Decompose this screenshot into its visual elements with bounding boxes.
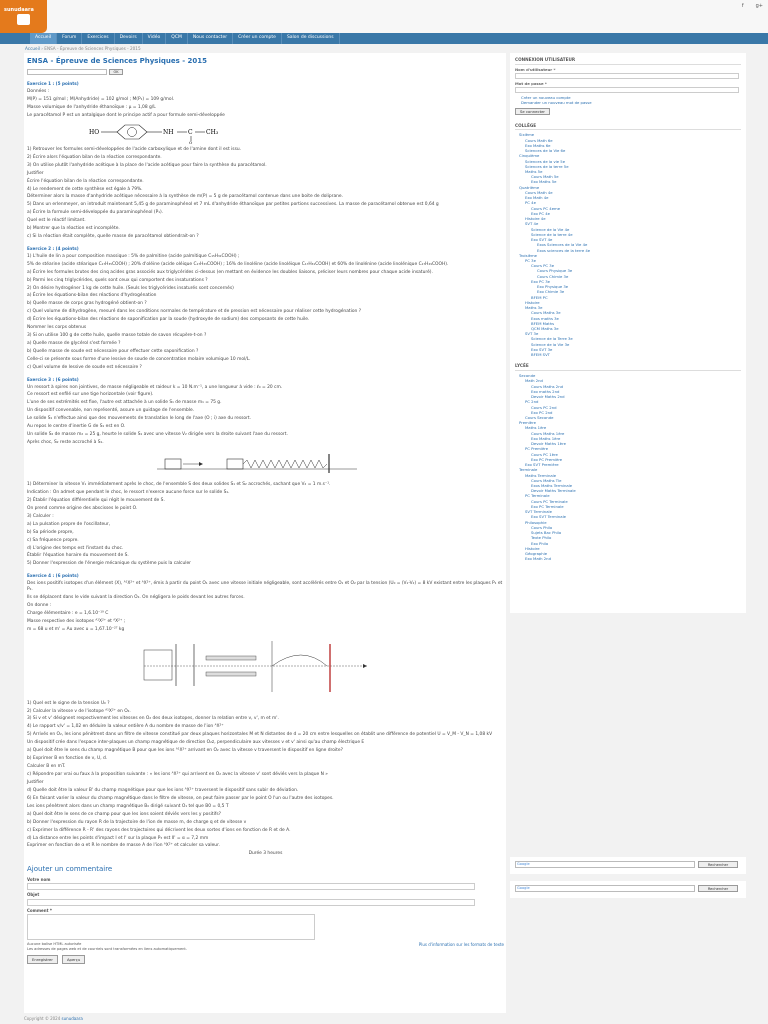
create-account-link[interactable]: Créer un nouveau compte (521, 94, 571, 100)
google-search-input[interactable] (515, 885, 695, 892)
svg-text:O: O (189, 139, 193, 144)
exam-text: 1) Déterminer la vitesse V₁ immédiatement après le choc, de l'ensemble S des deux solides S₁ et S₂ accrochés, sachant que V₂ = 1 m.s⁻¹. (27, 482, 331, 488)
exam-text: Charge élémentaire : e = 1,6.10⁻¹⁹ C (27, 610, 109, 616)
menu-item[interactable]: Sciences de la vie 5e (525, 158, 566, 164)
subject-input[interactable] (27, 899, 475, 906)
exam-text: 3) Si on utilise 100 g de cette huile, quelle masse totale de savon récupère-t-on ? (27, 333, 207, 339)
menu-item[interactable]: Seconde (519, 373, 536, 379)
password-label: Mot de passe * (515, 80, 547, 86)
college-menu (515, 132, 741, 357)
exam-text: 1) Retrouver les formules semi-développées de l'acide carboxylique et de l'amine dont il est issu. (27, 146, 242, 152)
exam-text: d) La distance entre les points d'impact I et I' sur la plaque P₃ est II' = α = 7,2 mm (27, 835, 209, 841)
lycee-title: LYCÉE (515, 363, 741, 371)
comment-title: Ajouter un commentaire (27, 865, 113, 874)
menu-item[interactable]: Cours Maths Tle (531, 477, 562, 483)
exam-text: Un solide S₂ de masse m₂ = 25 g, heurte le solide S₁ avec une vitesse V₂ dirigée vers la droite suivant l'axe du ressort. (27, 432, 288, 438)
mass-spectrometer-figure (142, 636, 372, 698)
name-input[interactable] (27, 883, 475, 890)
exam-text: a) Quelle masse de glycérol s'est formée ? (27, 341, 121, 347)
exam-text: Nommer les corps obtenus (27, 325, 87, 331)
menu-item[interactable]: Exos Sciences de la Vie 4e (537, 242, 588, 248)
menu-item[interactable]: Quatrième (519, 184, 540, 190)
menu-item[interactable]: Devoir Maths 1ère (531, 441, 566, 447)
exam-text: 1) Quel est le signe de la tension U₀ ? (27, 700, 110, 706)
spring-figure (157, 449, 357, 479)
menu-item[interactable]: Sujets Bac Philo (531, 530, 562, 536)
paracetamol-structure (87, 122, 267, 144)
svg-text:HO: HO (89, 128, 100, 136)
menu-item[interactable]: Cinquième (519, 153, 540, 159)
footer (24, 1016, 83, 1021)
comment-form (27, 865, 504, 963)
menu-item[interactable]: Math 2nd (525, 378, 543, 384)
exam-text: d) L'origine des temps est l'instant du choc. (27, 545, 124, 551)
menu-item[interactable]: Exo SVT Première (525, 462, 559, 468)
main-nav (0, 33, 768, 44)
menu-item[interactable]: PC Terminale (525, 493, 550, 499)
password-input[interactable] (515, 87, 739, 93)
exam-text: c) Si la réaction était complète, quelle masse de paracétamol obtiendrait-on ? (27, 234, 199, 240)
menu-item[interactable]: Maths 3e (525, 305, 543, 311)
menu-item[interactable]: Exo Physique 3e (537, 284, 569, 290)
menu-item[interactable]: Géographie (525, 551, 548, 557)
exercise-heading: Exercice 3 : (6 points) (27, 376, 79, 382)
google-placeholder: Google (517, 862, 530, 866)
sidebar (510, 53, 746, 613)
google-search-button[interactable]: Rechercher (698, 861, 738, 868)
footer-link[interactable]: sunudaara (61, 1016, 83, 1021)
exam-text: c) Exprimer la différence R - R' des rayons des trajectoires qui décrivent les deux sortes d'ions en fonction de R et de A. (27, 827, 291, 833)
exam-text: Données : (27, 89, 50, 95)
login-title: CONNEXION UTILISATEUR (515, 57, 741, 65)
format-notes (27, 942, 187, 952)
nav-item[interactable]: Devoirs (115, 33, 143, 44)
menu-item[interactable]: Exo Math 2nd (525, 556, 551, 562)
exercise-heading: Exercice 1 : (5 points) (27, 81, 79, 87)
menu-item[interactable]: Cours PC 4eme (531, 205, 561, 211)
svg-text:CH₃: CH₃ (206, 128, 219, 136)
exam-text: a) Écrire les équations-bilan des réactions d'hydrogénation (27, 293, 157, 299)
save-button[interactable]: Enregistrer (27, 955, 58, 964)
lycee-menu (515, 373, 741, 561)
exam-text: Un dispositif crée dans l'espace inter-plaques un champ magnétique de direction O₂z, perpendiculaire aux vitesses v et v' ainsi qu'au champ électrique E (27, 740, 365, 746)
menu-item[interactable]: Troisième (519, 252, 538, 258)
menu-item[interactable]: Histoire (525, 299, 540, 305)
menu-item[interactable]: SVT 4e (525, 221, 539, 227)
menu-item[interactable]: Devoir Maths 2nd (531, 394, 565, 400)
exam-text: Exprimer en fonction de α et R le nombre de masse A de l'ion ᴬX²⁺ et calculer sa valeur. (27, 843, 220, 849)
menu-item[interactable]: Cours PC Terminale (531, 498, 568, 504)
exam-text: Écrire l'équation bilan de la réaction correspondante. (27, 178, 144, 184)
svg-text:NH: NH (163, 128, 174, 136)
exam-text: 2) Calculer la vitesse v de l'isotope ᴬ¹X²⁺ en O₂. (27, 708, 131, 714)
exam-text: Masse volumique de l'anhydride éthanoïque : μ = 1,08 g/L (27, 104, 156, 110)
content-search-input[interactable] (27, 69, 107, 75)
nav-item[interactable]: Forum (57, 33, 82, 44)
exam-text: b) Donner l'expression du rayon R de la trajectoire de l'ion de masse m, de charge q et de vitesse v (27, 819, 247, 825)
exam-text: d) Quelle doit être la valeur B' du champ magnétique pour que les ions ᴬX²⁺ traversent le dispositif sans subir de déviation. (27, 787, 299, 793)
exam-text: M(P) = 151 g/mol ; M(Anhydride) = 102 g/mol ; M(P₁) = 109 g/mol. (27, 97, 175, 103)
exam-text: b) Parmi les cinq triglycérides, quels sont ceux qui comportent des insaturations ? (27, 277, 208, 283)
menu-item[interactable]: BFEM Maths (531, 320, 555, 326)
exam-text: d) Écrire les équations-bilan des réactions de saponification par la soude (hydroxyde de sodium) des composants de cette huile. (27, 317, 310, 323)
menu-item[interactable]: PC Première (525, 446, 549, 452)
menu-item[interactable]: Texte Philo (531, 535, 552, 541)
exam-text: On prend comme origine des abscisses le point O. (27, 505, 138, 511)
exam-text: a) Écrire les formules brutes des cinq acides gras associés aux triglycérides ci-dessus (en mettant en évidence les doubles liaisons, préciser leurs nombres pour chaque acide insaturé). (27, 269, 433, 275)
nav-item[interactable]: Vidéo (143, 33, 167, 44)
subject-label: Objet (27, 892, 40, 898)
nav-item[interactable]: Exercices (82, 33, 114, 44)
menu-item[interactable]: Cours PC 2nd (531, 404, 557, 410)
exam-text: 6) En faisant varier la valeur du champ magnétique dans le filtre de vitesse, on peut faire passer par le point O l'un ou l'autre des isotopes. (27, 795, 334, 801)
main-content (24, 53, 506, 1013)
exam-text: Justifier (27, 170, 44, 176)
exam-text: On donne : (27, 602, 52, 608)
exam-text: b) Montrer que la réaction est incomplète. (27, 226, 120, 232)
username-input[interactable] (515, 73, 739, 79)
menu-item[interactable]: Maths 5e (525, 168, 543, 174)
content-search (27, 69, 504, 75)
exam-text: Ils se déplacent dans le vide suivant la direction O₂. On négligera le poids devant les autres forces. (27, 594, 245, 600)
exam-text: Un ressort à spires non jointives, de masse négligeable et raideur k = 10 N.m⁻¹, a une longueur à vide : ℓ₀ = 20 cm. (27, 384, 283, 390)
menu-item[interactable]: BFEM SVT (531, 352, 550, 358)
exam-text: Justifier (27, 779, 44, 785)
google-search (510, 857, 746, 874)
menu-item[interactable]: Exo SVT Terminale (531, 514, 566, 520)
exam-text: 5) Donner l'expression de l'énergie mécanique du système puis la calculer (27, 561, 191, 567)
menu-item[interactable]: Science de la terre 4e (531, 231, 573, 237)
exam-text: b) Sa période propre, (27, 529, 74, 535)
social-icons (742, 3, 763, 10)
menu-item[interactable]: Cours Maths 2nd (531, 383, 564, 389)
top-bar (0, 0, 768, 33)
menu-item[interactable]: Exo Maths 5e (531, 179, 557, 185)
menu-item[interactable]: Maths Terminale (525, 472, 557, 478)
exam-text: 5% de stéarine (acide stéarique C₁₇H₃₅COOH) ; 20% d'oléine (acide oléique C₁₇H₃₃COOH) ; 16% de linoléine (acide linoléique C₁₇H₃₁COOH) et 60% de linolénine (acide linolénique C₁₇H₂₉COOH). (27, 261, 449, 267)
exam-text: Les ions pénètrent alors dans un champ magnétique B₀ dirigé suivant O₁ tel que B0 = 0,5 T (27, 803, 229, 809)
exam-text: 4) Le rendement de cette synthèse est égale à 79%. (27, 186, 143, 192)
nav-item[interactable]: Créer un compte (233, 33, 282, 44)
exam-text: 3) On utilise plutôt l'anhydride acétique à la place de l'acide acétique pour faire la synthèse du paracétamol. (27, 162, 267, 168)
exam-text: a) Quel doit être le sens du champ magnétique B pour que les ions ᴬ¹X²⁺ arrivant en O₂ avec la vitesse v traversent le dispositif en ligne droite? (27, 748, 343, 754)
menu-item[interactable]: Exos maths 3e (531, 315, 559, 321)
menu-item[interactable]: Exo Maths 6e (525, 142, 551, 148)
menu-item[interactable]: Histoire (525, 545, 540, 551)
menu-item[interactable]: Devoir Maths Terminale (531, 488, 576, 494)
menu-item[interactable]: Sciences de la terre 5e (525, 163, 569, 169)
menu-item[interactable]: Histoire 4e (525, 216, 546, 222)
exam-text: Déterminer alors la masse d'anhydride acétique nécessaire à la synthèse de m(P) = 5 g de paracétamol contenue dans une boite de doliprane. (27, 194, 344, 200)
menu-item[interactable]: Exo SVT 3e (531, 346, 553, 352)
exam-text: 4) Le rapport v/v' = 1,02 en déduire la valeur entière A du nombre de masse de l'ion ᴬX²⁺ (27, 724, 224, 730)
format-note: Les adresses de pages web et de courriels sont transformées en liens automatiquement. (27, 946, 187, 951)
comment-textarea[interactable] (27, 914, 315, 940)
breadcrumb-home[interactable]: Accueil (25, 46, 40, 51)
exam-text: c) Sa fréquence propre. (27, 537, 79, 543)
menu-item[interactable]: Exo PC 3e (531, 278, 550, 284)
nav-item[interactable]: Accueil (30, 33, 57, 44)
exam-text: 3) Si v et v' désignent respectivement les vitesses en O₂ des deux isotopes, donner la relation entre v, v', m et m'. (27, 716, 279, 722)
menu-item[interactable]: Science de la Vie 4e (531, 226, 570, 232)
menu-item[interactable]: Exos Maths Terminale (531, 483, 573, 489)
exam-text: b) Quelle masse de corps gras hydrogéné obtient-on ? (27, 301, 147, 307)
college-title: COLLÈGE (515, 123, 741, 131)
exam-text: Ce ressort est enfilé sur une tige horizontale (voir figure). (27, 392, 154, 398)
exam-text: Un dispositif convenable, non représenté, assure un guidage de l'ensemble. (27, 408, 195, 414)
exam-text: Durée 3 heures (248, 851, 283, 857)
exam-text: a) Quel doit être le sens de ce champ pour que les ions soient déviés vers les y positifs? (27, 811, 221, 817)
exam-text: Quel est le réactif limitant. (27, 218, 86, 224)
comment-label: Comment * (27, 907, 52, 913)
svg-text:C: C (188, 128, 193, 136)
exercise-heading: Exercice 2 : (4 points) (27, 246, 79, 252)
breadcrumb-current: ENSA - Épreuve de Sciences Physiques - 2015 (44, 46, 141, 51)
exam-text: Établir l'équation horaire du mouvement de S. (27, 553, 129, 559)
exam-text: Indication : On admet que pendant le choc, le ressort n'exerce aucune force sur le solide S₁. (27, 489, 230, 495)
menu-item[interactable]: Cours Maths 1ère (531, 430, 565, 436)
menu-item[interactable]: Cours Chimie 3e (537, 273, 569, 279)
menu-item[interactable]: Exo PC Terminale (531, 503, 564, 509)
reset-password-link[interactable]: Demander un nouveau mot de passe (521, 100, 592, 106)
login-button[interactable]: Se connecter (515, 108, 550, 115)
exam-text: Au repos le centre d'inertie G de S₁ est en O. (27, 424, 126, 430)
menu-item[interactable]: Exo Math 4e (525, 195, 549, 201)
logo-text: sunudaara (4, 7, 34, 13)
exam-text: c) Répondre par vrai ou faux à la proposition suivante : « les ions ᴬX²⁺ qui arrivent en O₂ avec la vitesse v' sont déviés vers la plaque N » (27, 772, 328, 777)
menu-item[interactable]: BFEM PC (531, 294, 548, 300)
exam-text: 1) L'huile de lin a pour composition massique : 5% de palmitine (acide palmitique C₁₅H₃₁COOH) ; (27, 253, 240, 259)
copyright: Copyright © 2024 (24, 1016, 62, 1021)
exercise-heading: Exercice 4 : (6 points) (27, 573, 79, 579)
menu-item[interactable]: PC 2nd (525, 399, 539, 405)
menu-item[interactable]: Cours Math 4e (525, 189, 553, 195)
menu-item[interactable]: SVT 3e (525, 331, 539, 337)
name-label: Votre nom (27, 876, 51, 882)
breadcrumb-sep: › (39, 46, 45, 51)
page-title: ENSA - Épreuve de Sciences Physiques - 2015 (27, 57, 208, 65)
menu-item[interactable]: Cours Physique 3e (537, 268, 573, 274)
format-info-link[interactable]: Plus d'information sur les formats de texte (418, 941, 504, 947)
exam-text: a) Écrire la formule semi-développée du paraminophénol (P₁). (27, 210, 164, 216)
exam-text: Masse respective des isotopes ᴬ¹X²⁺ et ᴬX²⁺ ; (27, 618, 126, 624)
exam-text: Calculer B en mT. (27, 764, 66, 770)
menu-item[interactable]: Science de la Vie 3e (531, 341, 570, 347)
exam-text: Après choc, S₂ reste accroché à S₁. (27, 440, 104, 446)
menu-item[interactable]: Cours PC 3e (531, 263, 555, 269)
menu-item[interactable]: Exo PC 4e (531, 210, 550, 216)
logo-icon (17, 14, 30, 25)
menu-item[interactable]: Exos sciences de la terre 4e (537, 247, 591, 253)
nav-item[interactable]: QCM (166, 33, 188, 44)
exam-text: m = 68 u et m' = Au avec u = 1,67.10⁻²⁷ kg (27, 626, 125, 632)
exam-text: 2) On désire hydrogéner 1 kg de cette huile. (Seuls les triglycérides insaturés sont concernés) (27, 285, 234, 291)
username-label: Nom d'utilisateur * (515, 66, 556, 72)
breadcrumb (25, 46, 141, 52)
menu-item[interactable]: Cours PC 1ère (531, 451, 558, 457)
nav-item[interactable]: Salon de discussions (282, 33, 340, 44)
exam-text: L'une de ses extrémités est fixe, l'autre est attachée à un solide S₁ de masse m₁ = 75 g. (27, 400, 222, 406)
menu-item[interactable]: Exo SVT 4e (531, 237, 553, 243)
menu-item[interactable]: QCM Maths 3e (531, 326, 559, 332)
exam-text: a) La pulsation propre de l'oscillateur, (27, 521, 111, 527)
menu-item[interactable]: Cours Philo (531, 524, 553, 530)
google-search-input[interactable] (515, 861, 695, 868)
menu-item[interactable]: PC 4e (525, 200, 536, 206)
exam-text: Des ions positifs isotopes d'un élément (X), ᴬ¹X²⁺ et ᴬX²⁺, émis à partir du point O₁ avec une vitesse initiale négligeable, sont accélérés entre O₁ et O₂ par la tension (U₀ = (V₁-V₂) = 8 kV existant entre les plaques P₁ et P₂. (27, 581, 503, 592)
exam-text: b) Quelle masse de soude est nécessaire pour effectuer cette saponification ? (27, 349, 199, 355)
menu-item[interactable]: Exo PC Première (531, 456, 563, 462)
exam-body (27, 81, 504, 857)
menu-item[interactable]: Première (519, 420, 536, 426)
menu-item[interactable]: Cours Math 6e (525, 137, 553, 143)
menu-item[interactable]: SVT Terminale (525, 509, 552, 515)
google-search (510, 881, 746, 898)
facebook-icon[interactable]: f (741, 3, 744, 9)
content-search-button[interactable]: OK (109, 69, 123, 75)
exam-text: 5) Arrivés en O₂, les ions pénètrent dans un filtre de vitesse constitué par deux plaques horizontales M et N distantes de d = 20 cm entre lesquelles on établit une différence de potentiel U = V_M - V_N = 1,08 kV (27, 732, 493, 738)
menu-item[interactable]: Philosophie (525, 519, 547, 525)
menu-item[interactable]: Sixième (519, 132, 535, 138)
menu-item[interactable]: Sciences de la Vie 6e (525, 148, 566, 154)
menu-item[interactable]: Science de la Terre 3e (531, 336, 573, 342)
menu-item[interactable]: Cours Maths 3e (531, 310, 561, 316)
menu-item[interactable]: Exo Chimie 3e (537, 289, 565, 295)
menu-item[interactable]: PC 3e (525, 257, 536, 263)
exam-text: Le paracétamol P est un antalgique dont le principe actif a pour formule semi-développée (27, 112, 225, 118)
google-placeholder: Google (517, 886, 530, 890)
nav-item[interactable]: Nous contacter (188, 33, 233, 44)
menu-item[interactable]: Cours Math 5e (531, 174, 559, 180)
format-note: Aucune balise HTML autorisée (27, 941, 82, 946)
menu-item[interactable]: Cours Seconde (525, 414, 554, 420)
preview-button[interactable]: Aperçu (62, 955, 85, 964)
menu-item[interactable]: Exo PC 2nd (531, 409, 553, 415)
exam-text: 5) Dans un erlenmeyer, on introduit maintenant 5,45 g de paraminophénol et 7 mL d'anhydride éthanoïque par petites portions successives. La masse de paracétamol obtenue est 0,64 g (27, 202, 439, 208)
exam-text: c) Quel volume de lessive de soude est nécessaire ? (27, 364, 142, 370)
exam-text: b) Exprimer B en fonction de v, U, d. (27, 756, 108, 762)
exam-text: 2) Écrire alors l'équation bilan de la réaction correspondante. (27, 154, 162, 160)
google-plus-icon[interactable]: g+ (755, 3, 763, 9)
menu-item[interactable]: Exo Maths 1ère (531, 435, 561, 441)
exam-text: c) Quel volume de dihydrogène, mesuré dans les conditions normales de température et de pression est nécessaire pour réaliser cette hydrogénation ? (27, 309, 362, 315)
menu-item[interactable]: Terminale (519, 467, 538, 473)
exam-text: Celle-ci se présente sous forme d'une lessive de soude de concentration molaire volumique 10 mol/L. (27, 356, 251, 362)
exam-text: Le solide S₁ n'effectue ainsi que des mouvements de translation le long de l'axe (O ; i) axe du ressort. (27, 416, 251, 422)
menu-item[interactable]: Exo maths 2nd (531, 388, 560, 394)
exam-text: 2) Établir l'équation différentielle qui régit le mouvement de S. (27, 497, 165, 503)
menu-item[interactable]: Maths 1ère (525, 425, 547, 431)
site-logo[interactable] (0, 0, 47, 33)
menu-item[interactable]: Exo Philo (531, 540, 549, 546)
google-search-button[interactable]: Rechercher (698, 885, 738, 892)
exam-text: 3) Calculer : (27, 513, 54, 519)
